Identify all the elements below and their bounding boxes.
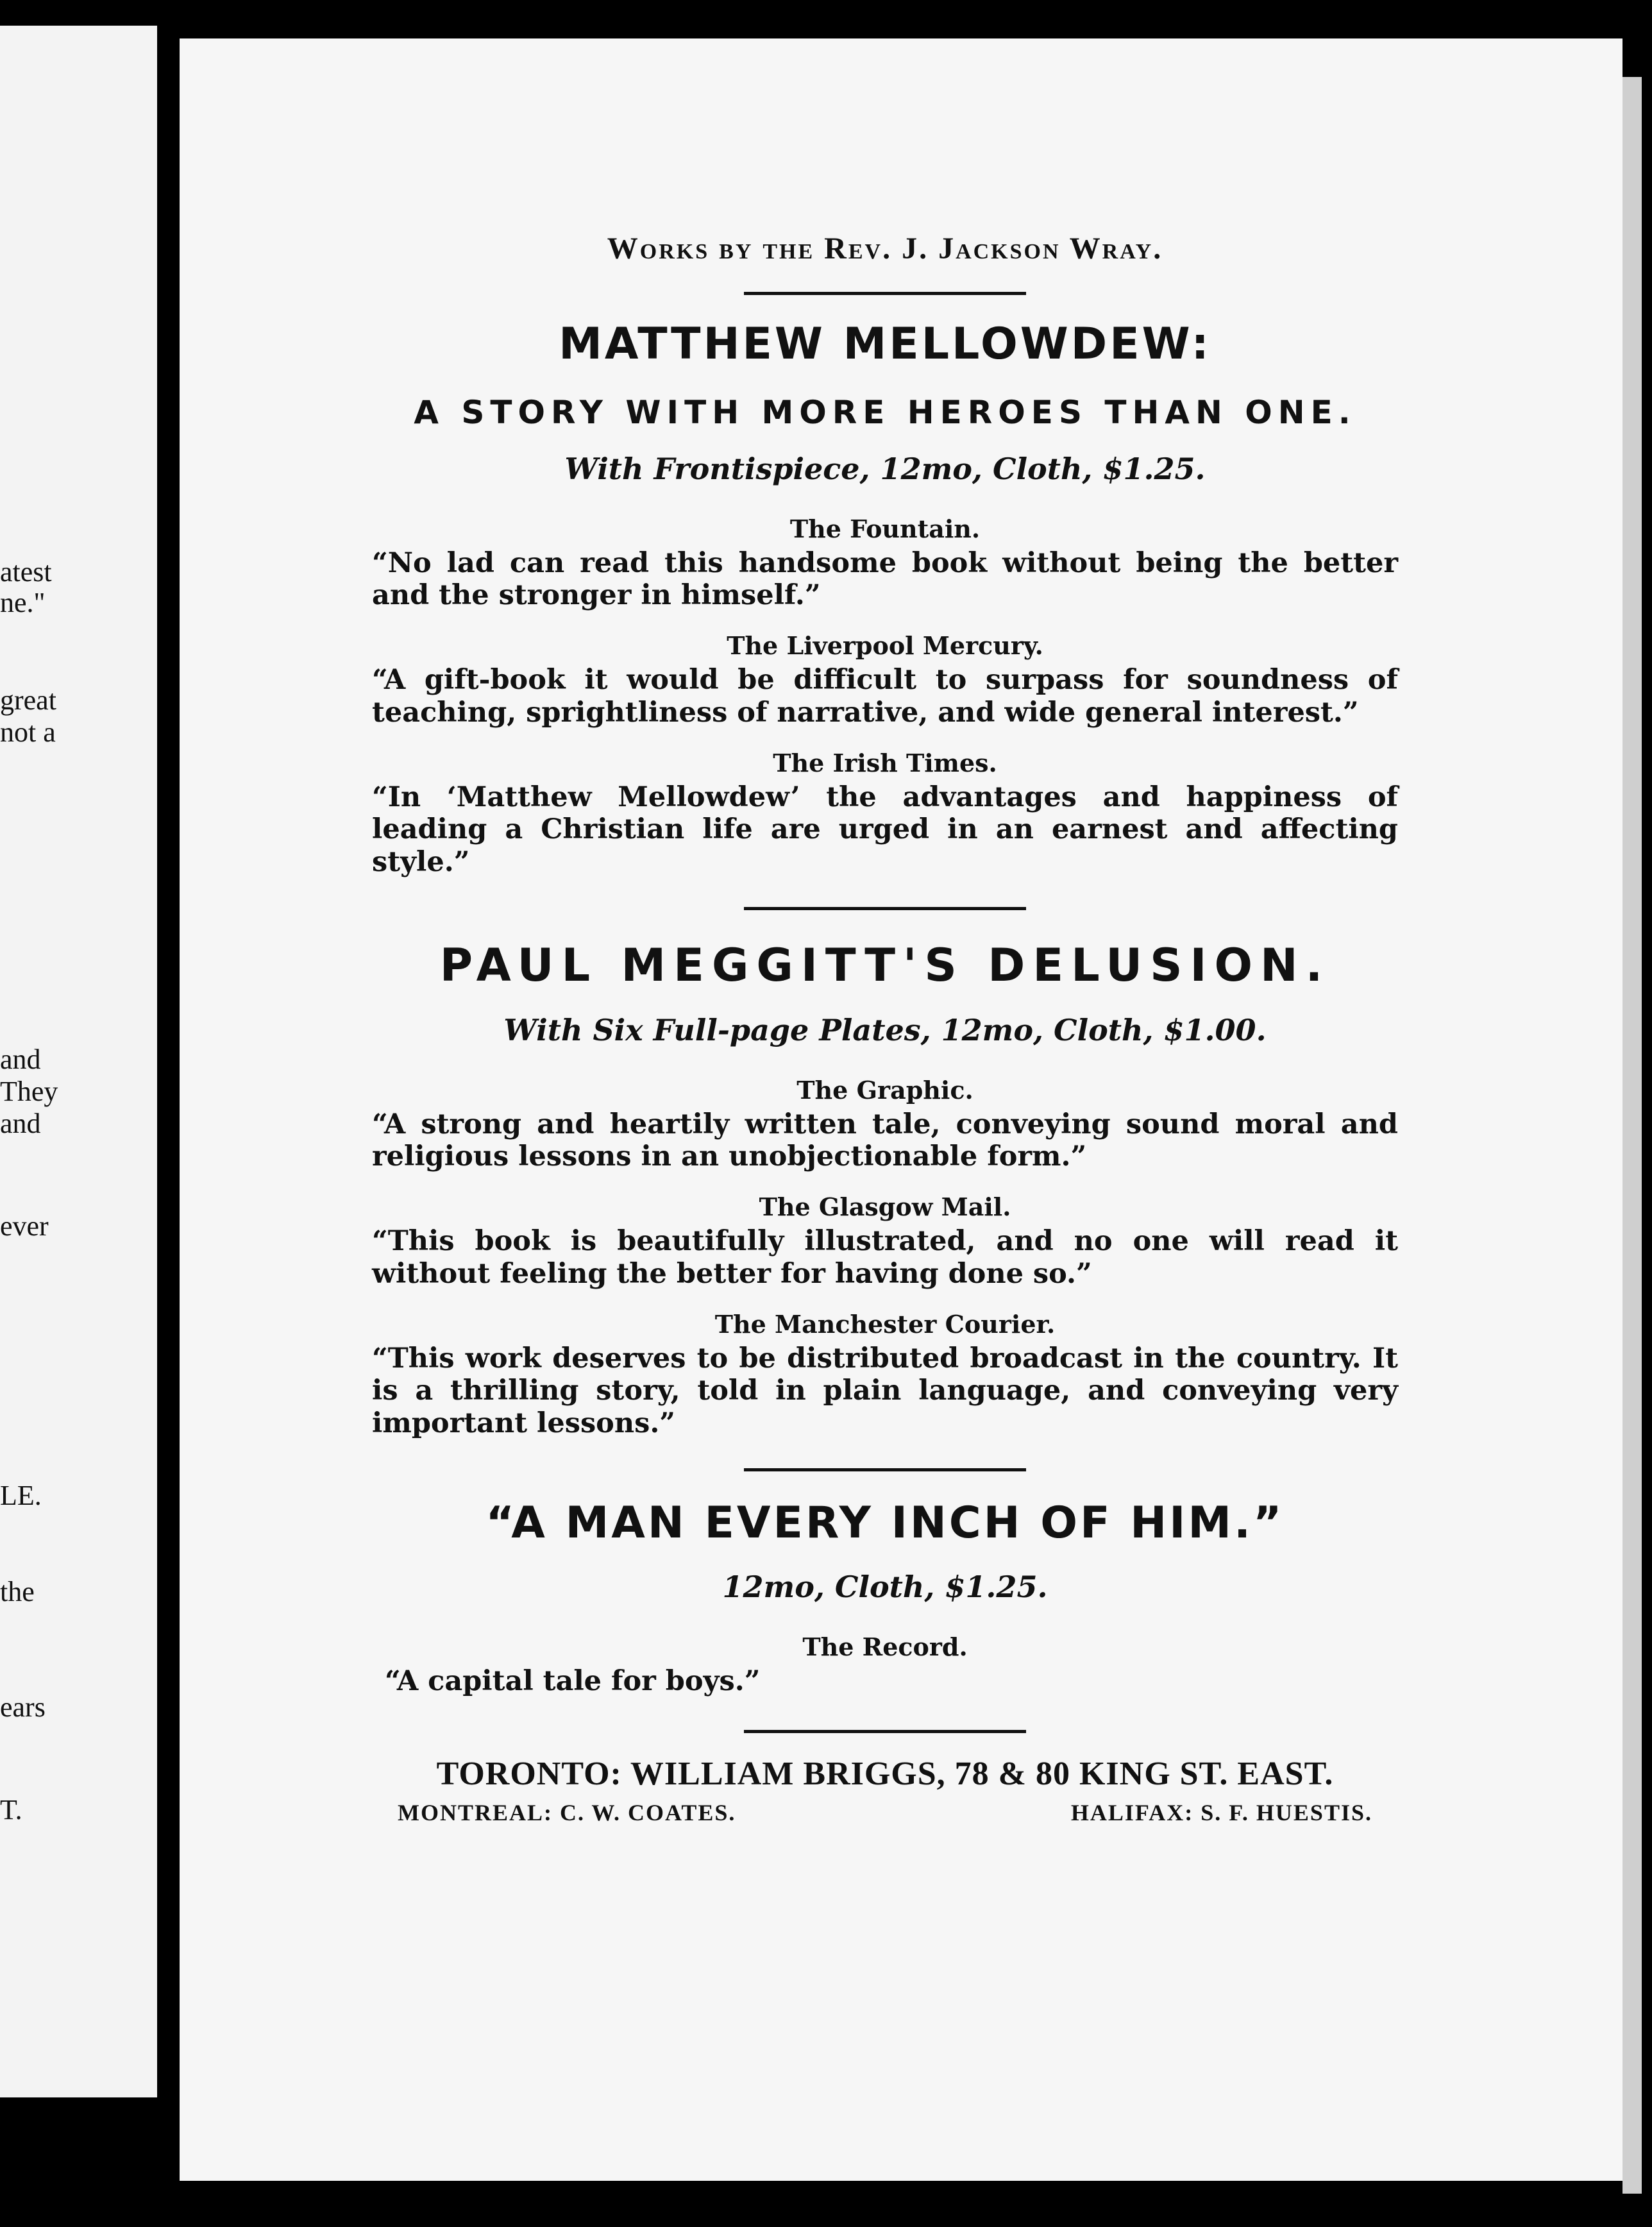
review-quote: “A gift-book it would be difficult to surpass for soundness of teaching, sprightliness of narrative, and wide general interest.” xyxy=(372,664,1398,729)
divider-rule xyxy=(744,1468,1026,1471)
left-fragment-text: great xyxy=(0,684,56,716)
book-subtitle: A STORY WITH MORE HEROES THAN ONE. xyxy=(414,393,1356,431)
review-quote: “This book is beautifully illustrated, and no one will read it without feeling the better for having done so.” xyxy=(372,1225,1398,1290)
review-source: The Glasgow Mail. xyxy=(759,1192,1011,1222)
book-entry xyxy=(372,1497,1398,1698)
review-source: The Graphic. xyxy=(796,1075,973,1105)
left-fragment-text: atest xyxy=(0,556,52,588)
review-quote: “No lad can read this handsome book without being the better and the stronger in himself.” xyxy=(372,546,1398,612)
review-quote: “This work deserves to be distributed broadcast in the country. It is a thrilling story, told in plain language, and conveying very important lessons.” xyxy=(372,1342,1398,1440)
book-entry xyxy=(372,318,1398,879)
book-title: MATTHEW MELLOWDEW: xyxy=(559,319,1211,369)
halifax-agent: HALIFAX: S. F. HUESTIS. xyxy=(1070,1800,1372,1826)
left-fragment-text: ears xyxy=(0,1691,46,1723)
review-source: The Record. xyxy=(802,1632,968,1662)
left-fragment-text: They xyxy=(0,1076,58,1107)
book-title: PAUL MEGGITT'S DELUSION. xyxy=(439,938,1331,992)
left-fragment-text: and xyxy=(0,1044,41,1075)
publisher-imprint xyxy=(372,1755,1398,1826)
agents-line xyxy=(372,1799,1398,1826)
book-title: “A MAN EVERY INCH OF HIM.” xyxy=(485,1497,1285,1548)
book-edition: 12mo, Cloth, $1.25. xyxy=(722,1570,1048,1605)
review-quote: “A strong and heartily written tale, conveying sound moral and religious lessons in an unobjectionable form.” xyxy=(372,1108,1398,1173)
book-edition: With Frontispiece, 12mo, Cloth, $1.25. xyxy=(564,451,1206,486)
left-fragment-text: the xyxy=(0,1576,35,1607)
previous-page-fragment xyxy=(0,26,157,2097)
review-quote: “A capital tale for boys.” xyxy=(385,1665,761,1698)
left-fragment-text: not a xyxy=(0,716,56,748)
left-fragment-text: ne." xyxy=(0,587,46,618)
left-fragment-text: ever xyxy=(0,1210,49,1242)
review-source: The Manchester Courier. xyxy=(714,1309,1056,1339)
book-edition: With Six Full-page Plates, 12mo, Cloth, $1.00. xyxy=(503,1012,1267,1047)
running-head: Works by the Rev. J. Jackson Wray. xyxy=(607,232,1163,266)
page-content xyxy=(372,192,1398,1826)
divider-rule xyxy=(744,292,1026,295)
review-source: The Fountain. xyxy=(789,514,981,543)
left-fragment-text: T. xyxy=(0,1794,22,1825)
montreal-agent: MONTREAL: C. W. COATES. xyxy=(398,1800,736,1826)
book-entry xyxy=(372,938,1398,1440)
left-fragment-text: and xyxy=(0,1108,41,1139)
review-quote: “In ‘Matthew Mellowdew’ the advantages and happiness of leading a Christian life are urged in an earnest and affecting style.” xyxy=(372,781,1398,878)
imprint-line: TORONTO: WILLIAM BRIGGS, 78 & 80 KING ST. EAST. xyxy=(436,1756,1334,1793)
left-fragment-text: LE. xyxy=(0,1480,42,1511)
review-source: The Liverpool Mercury. xyxy=(727,631,1043,661)
review-source: The Irish Times. xyxy=(773,748,997,777)
page-edge xyxy=(1622,77,1642,2194)
divider-rule xyxy=(744,1730,1026,1733)
divider-rule xyxy=(744,907,1026,910)
